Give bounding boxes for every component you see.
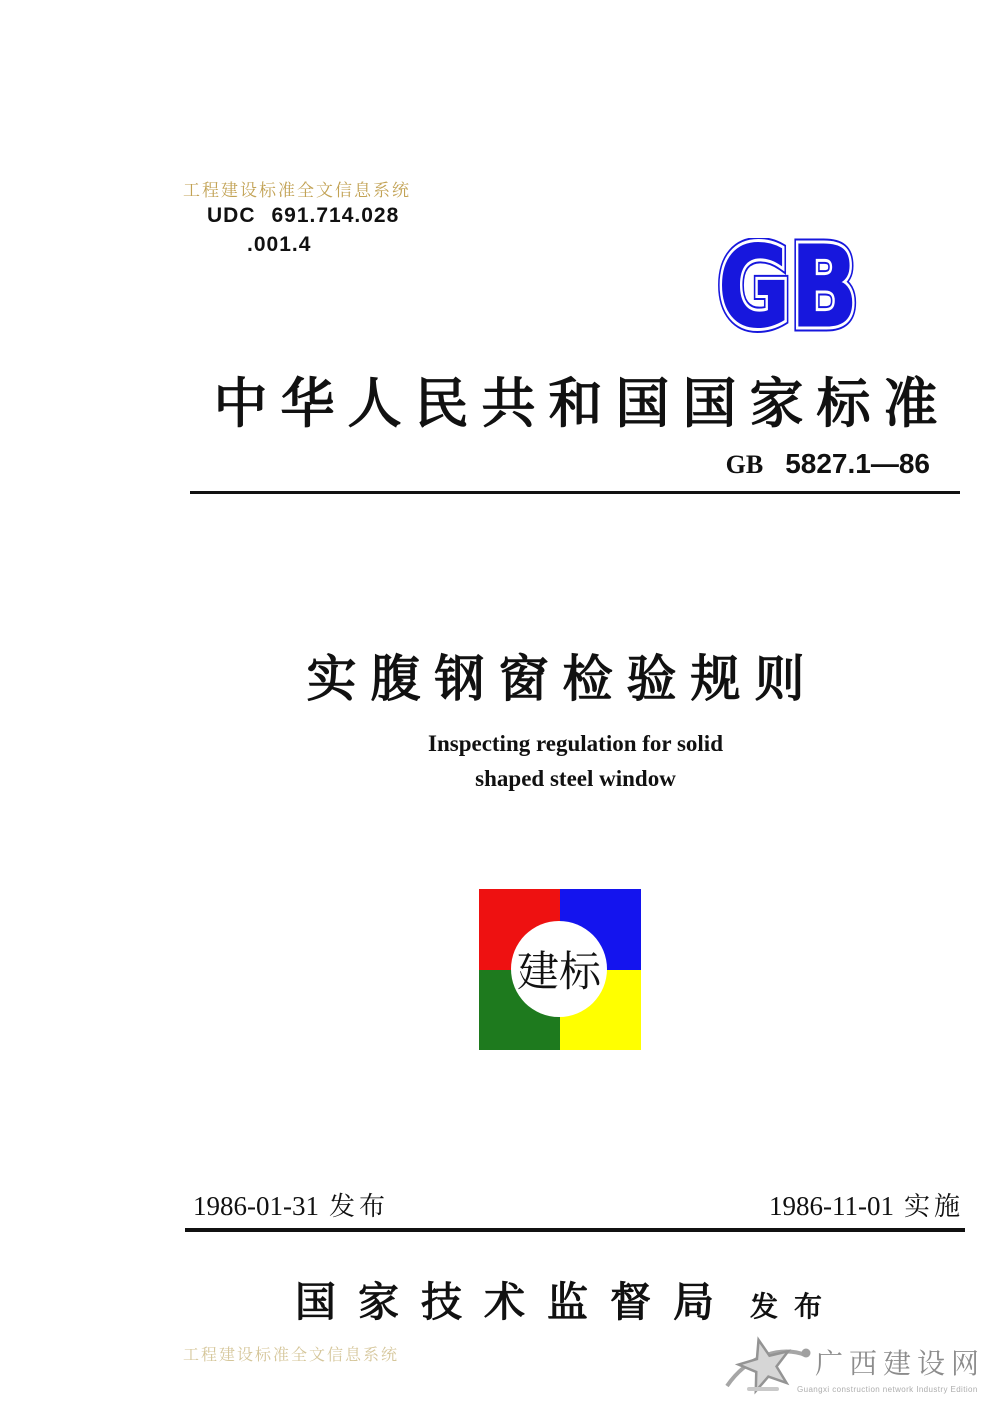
publisher-line (120, 1269, 991, 1328)
date-implemented-suffix: 实施 (903, 1191, 964, 1221)
svg-text:GB: GB (718, 238, 858, 334)
udc-number: 691.714.028 (271, 204, 400, 227)
emblem-label: 建标 (516, 948, 601, 995)
udc-label: UDC (207, 204, 256, 227)
standard-code-prefix: GB (725, 450, 764, 479)
gb-logo-icon (712, 238, 864, 334)
document-title-en (160, 726, 991, 796)
standard-code (726, 448, 930, 480)
publisher-agency: 国家技术监督局 (294, 1279, 736, 1325)
date-implemented (769, 1186, 964, 1223)
footer-divider (185, 1228, 965, 1232)
watermark-bottom: 工程建设标准全文信息系统 (183, 1347, 400, 1364)
emblem-circle (511, 921, 607, 1017)
svg-text:GB: GB (718, 238, 858, 334)
site-logo (721, 1334, 985, 1396)
udc-line (207, 204, 399, 228)
jianbiao-emblem (479, 889, 641, 1050)
date-issued (193, 1186, 389, 1223)
site-logo-text (796, 1334, 985, 1394)
document-title-en-line1: Inspecting regulation for solid (428, 731, 723, 756)
national-standard-heading: 中华人民共和国国家标准 (213, 374, 951, 434)
udc-number-line2: .001.4 (247, 233, 312, 256)
date-issued-suffix: 发布 (328, 1191, 389, 1221)
watermark-top: 工程建设标准全文信息系统 (183, 181, 411, 200)
document-title-zh: 实腹钢窗检验规则 (306, 651, 819, 707)
header-divider (190, 491, 960, 494)
document-title-en-line2: shaped steel window (475, 766, 676, 791)
site-name: 广西建设网 (814, 1348, 985, 1379)
gb-logo (712, 238, 864, 339)
date-implemented-value: 1986-11-01 (769, 1191, 894, 1221)
publisher-action: 发布 (749, 1291, 838, 1322)
date-issued-value: 1986-01-31 (193, 1191, 319, 1221)
site-caption: Guangxi construction network Industry Edition (796, 1385, 978, 1394)
standard-code-number: 5827.1—86 (785, 448, 930, 479)
svg-text:GB: GB (718, 238, 858, 334)
